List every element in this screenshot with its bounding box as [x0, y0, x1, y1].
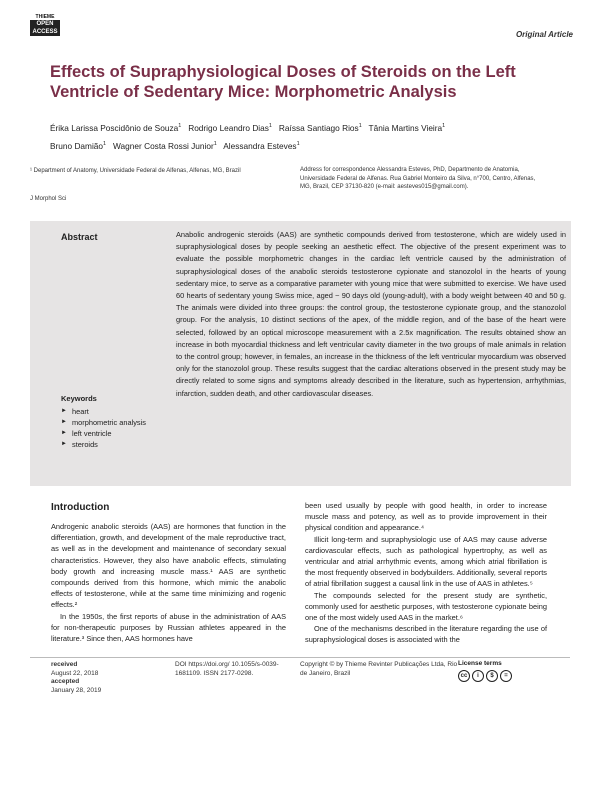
- license-terms-label[interactable]: License terms: [458, 660, 502, 667]
- document-type: Original Article: [515, 30, 573, 39]
- cc-icon: cc: [458, 670, 470, 682]
- paper-title: Effects of Supraphysiological Doses of Steroids on the Left Ventricle of Sedentary Mice: Morphometric Analysis: [50, 63, 516, 101]
- keyword-item: ► left ventricle: [61, 428, 161, 439]
- logo-line-2: OPEN: [30, 20, 60, 28]
- affiliation: ¹ Department of Anatomy, Universidade Federal de Alfenas, Alfenas, MG, Brazil: [30, 168, 241, 174]
- journal-reference: J Morphol Sci: [30, 196, 67, 202]
- author: Raíssa Santiago Rios: [278, 122, 359, 133]
- received-accepted: [51, 661, 101, 696]
- keyword-list: [61, 406, 161, 450]
- logo-line-3: ACCESS: [30, 28, 60, 36]
- abstract-heading: Abstract: [61, 232, 98, 242]
- author: Érika Larissa Poscidônio de Souza: [50, 122, 179, 133]
- author-sup: 1: [103, 140, 107, 147]
- paragraph: Illicit long-term and supraphysiologic use of AAS may cause adverse cardiovascular effects, such as pathological hypertrophy, as well as ventricular and atrial arrhythmic events, among which atrial fibrillation is the most frequently observed in bodybuilders. Additionally, several reports of atrial fibrillation suggest a causal link in the use of AAS in athletes.⁵: [305, 534, 547, 589]
- author-sup: 1: [296, 140, 300, 147]
- author: Wagner Costa Rossi Junior: [113, 140, 214, 151]
- author: Alessandra Esteves: [223, 140, 297, 151]
- doi-issn[interactable]: DOI https://doi.org/ 10.1055/s-0039-1681109. ISSN 2177-0298.: [175, 661, 279, 677]
- author: Rodrigo Leandro Dias: [188, 122, 269, 133]
- thieme-open-access-logo: [30, 14, 60, 36]
- accepted-date: January 28, 2019: [51, 687, 102, 695]
- paragraph: been used usually by people with good health, in order to increase muscle mass and potency, as well as to provide improvement in their physical condition and appearance.⁴: [305, 501, 547, 533]
- nd-icon: =: [500, 670, 512, 682]
- correspondence: Address for correspondence Alessandra Esteves, PhD, Departmento de Anatomia, Universidade Federal de Alfenas. Rua Gabriel Monteiro da Silva, n°700, Centro, Alfenas, MG, Brazil, CEP 37130-820 (e-mail: aesteves015@gmail.com).: [300, 167, 536, 190]
- logo-line-1: THIEME: [35, 14, 55, 20]
- abstract-text: Anabolic androgenic steroids (AAS) are synthetic compounds derived from testosterone, which are widely used in supraphysiological doses by people seeking an aesthetic effect. The objective of the present experiment was to evaluate the possible morphometric changes in the cardiac left ventricle caused by the administration of supraphysiological doses of the anabolic steroids testosterone cypionate and stanozolol in the hearts of young sedentary mice, to serve as a comparative parameter with young mice that were submitted to exercise. We have used 60 hearts of sedentary young Swiss mice, aged ~ 90 days old (young-adult), with a body weight between 40 and 50 g. The animals were divided into three groups: the control group, the testosterone cypionate group, and the stanozolol group. For the analysis, 10 distinct sections of the apex, of the middle region, and of the base of the heart were selected, followed by an optical microscope measurement with a 2.5x magnification. The results obtained show an increase in both myocardial thickness and left ventricular cavity diameter in the two groups of male animals in relation to the control group; however, in females, an increase in the thickness of the left ventricular myocardium was observed only for the stanozolol group. These results suggest that the cardiac alterations observed in the present study may be directly related to some signs and symptoms already described in the literature, such as hypertension, arrhythmias, infarction, sudden death, and other cardiovascular diseases.: [176, 230, 566, 398]
- intro-column-right: [305, 500, 547, 646]
- paragraph: The compounds selected for the present study are synthetic, commonly used for aesthetic purposes, with testosterone cypionate being one of the most widely used AAS in the market.⁶: [305, 590, 547, 623]
- paragraph: One of the mechanisms described in the literature regarding the use of supraphysiological doses is associated with the: [305, 624, 547, 645]
- received-date: August 22, 2018: [51, 669, 99, 677]
- author-sup: 1: [358, 123, 362, 129]
- author-sup: 1: [213, 140, 217, 147]
- author-sup: 1: [178, 123, 182, 129]
- author-sup: 1: [442, 123, 446, 129]
- received-label: received: [51, 661, 78, 668]
- keyword-item: ► heart: [61, 406, 161, 417]
- introduction-heading: Introduction: [51, 502, 110, 513]
- keyword-item: ► morphometric analysis: [61, 417, 161, 428]
- nc-icon: $: [486, 670, 498, 682]
- author: Bruno Damião: [50, 140, 104, 151]
- paragraph: In the 1950s, the first reports of abuse in the administration of AAS for non-therapeutic purposes by Russian athletes appeared in the literature.³ Since then, AAS hormones have: [51, 611, 286, 644]
- footer-divider: [30, 657, 570, 658]
- copyright: Copyright © by Thieme Revinter Publicações Ltda, Rio de Janeiro, Brazil: [300, 661, 458, 677]
- keywords-heading: Keywords: [61, 394, 97, 403]
- author-list: [50, 118, 560, 154]
- accepted-label: accepted: [51, 678, 80, 686]
- keyword-item: ► steroids: [61, 439, 161, 450]
- paragraph: Androgenic anabolic steroids (AAS) are hormones that function in the differentiation, growth, and development of the male reproductive tract, as well as in the development and maintenance of secondary sexual characteristics. However, they also have anabolic effects, stimulating body growth and increasing muscle mass.¹ AAS are synthetic compounds derived from this hormone, which mimic the anabolic effects of testosterone, while at the same time minimizing and rogenic effects.²: [51, 522, 286, 610]
- author-sup: 1: [268, 123, 272, 129]
- intro-column-left: [51, 521, 286, 644]
- author: Tânia Martins Vieira: [368, 122, 443, 133]
- by-icon: i: [472, 670, 484, 682]
- license-icons[interactable]: [458, 670, 512, 682]
